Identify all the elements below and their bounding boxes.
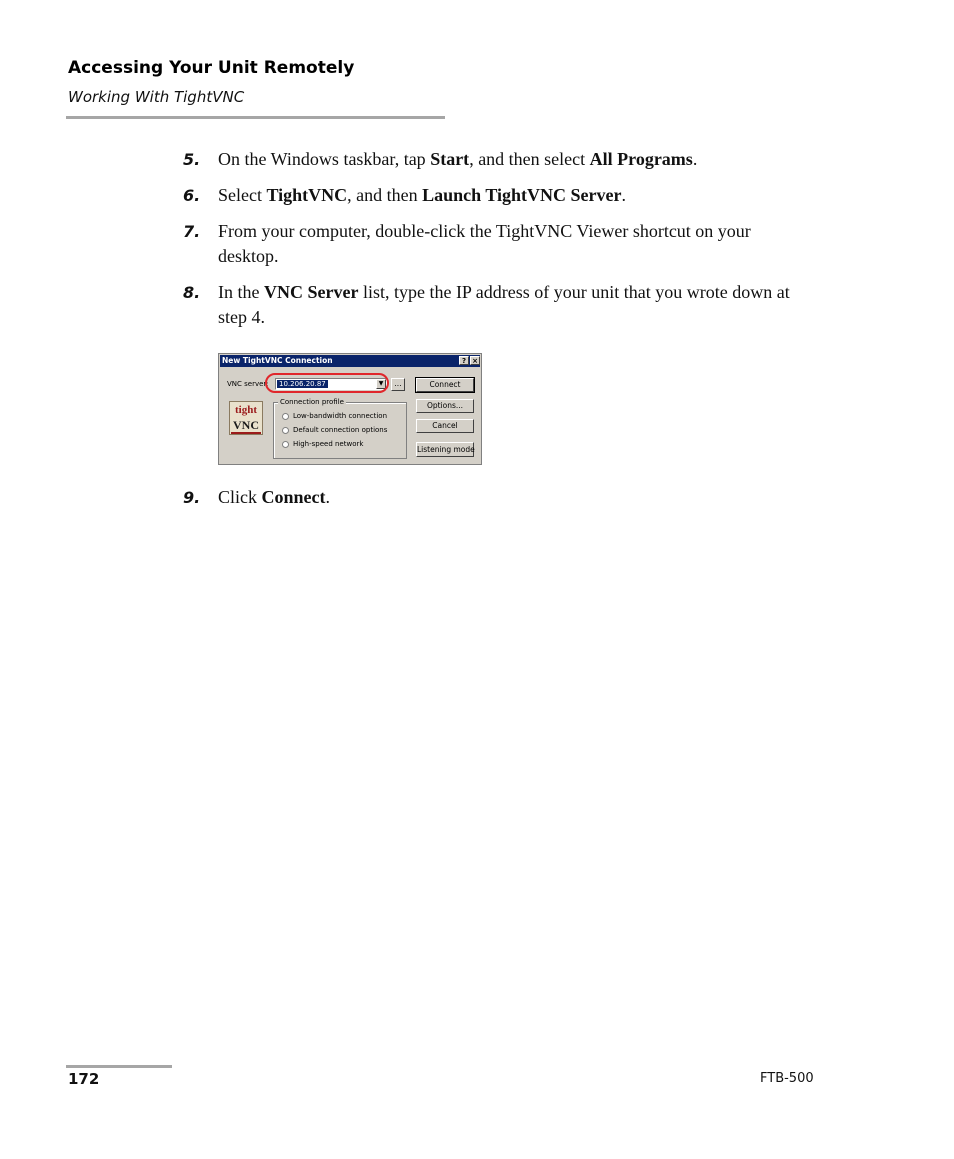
dialog-title: New TightVNC Connection <box>222 356 333 365</box>
profile-high-speed: High-speed network <box>293 440 364 448</box>
step-number: 9. <box>183 488 201 507</box>
options-button[interactable]: Options... <box>416 399 474 413</box>
header-rule <box>66 116 445 119</box>
model-name: FTB-500 <box>760 1071 814 1086</box>
dialog-title-bar <box>220 355 480 367</box>
step-text: From your computer, double-click the TightVNC Viewer shortcut on your desktop. <box>218 221 751 266</box>
browse-button[interactable]: ... <box>391 378 405 391</box>
radio-low-bandwidth[interactable] <box>282 413 289 420</box>
chevron-down-icon[interactable]: ▼ <box>376 379 386 389</box>
step-text: On the Windows taskbar, tap Start, and then select All Programs. <box>218 149 698 169</box>
profile-low-bandwidth: Low-bandwidth connection <box>293 412 388 420</box>
listening-mode-button[interactable]: Listening mode <box>416 442 474 457</box>
close-button[interactable]: × <box>470 356 480 365</box>
step-number: 8. <box>183 283 201 302</box>
radio-high-speed[interactable] <box>282 441 289 448</box>
step-number: 6. <box>183 186 201 205</box>
step-text: Click Connect. <box>218 487 330 507</box>
header-subtitle: Working With TightVNC <box>68 88 245 106</box>
radio-default[interactable] <box>282 427 289 434</box>
server-label: VNC server: <box>227 380 269 388</box>
tightvnc-logo <box>229 401 263 435</box>
group-label: Connection profile <box>280 398 344 406</box>
tightvnc-connection-dialog <box>218 353 482 465</box>
highlight-ring <box>265 373 389 393</box>
profile-default: Default connection options <box>293 426 388 434</box>
step-number: 5. <box>183 150 201 169</box>
step-text: In the VNC Server list, type the IP address of your unit that you wrote down at step 4. <box>218 282 790 327</box>
help-button[interactable]: ? <box>459 356 469 365</box>
connect-button[interactable]: Connect <box>416 378 474 392</box>
step-text: Select TightVNC, and then Launch TightVNC Server. <box>218 185 627 205</box>
logo-bottom-text: VNC <box>233 418 259 432</box>
logo-top-text: tight <box>235 404 257 416</box>
cancel-button[interactable]: Cancel <box>416 419 474 433</box>
step-number: 7. <box>183 222 201 241</box>
footer-rule <box>66 1065 172 1068</box>
server-value: 10.206.20.87 <box>279 380 326 388</box>
header-title: Accessing Your Unit Remotely <box>68 58 355 78</box>
connection-profile-group <box>273 398 407 459</box>
page-number: 172 <box>68 1070 100 1088</box>
